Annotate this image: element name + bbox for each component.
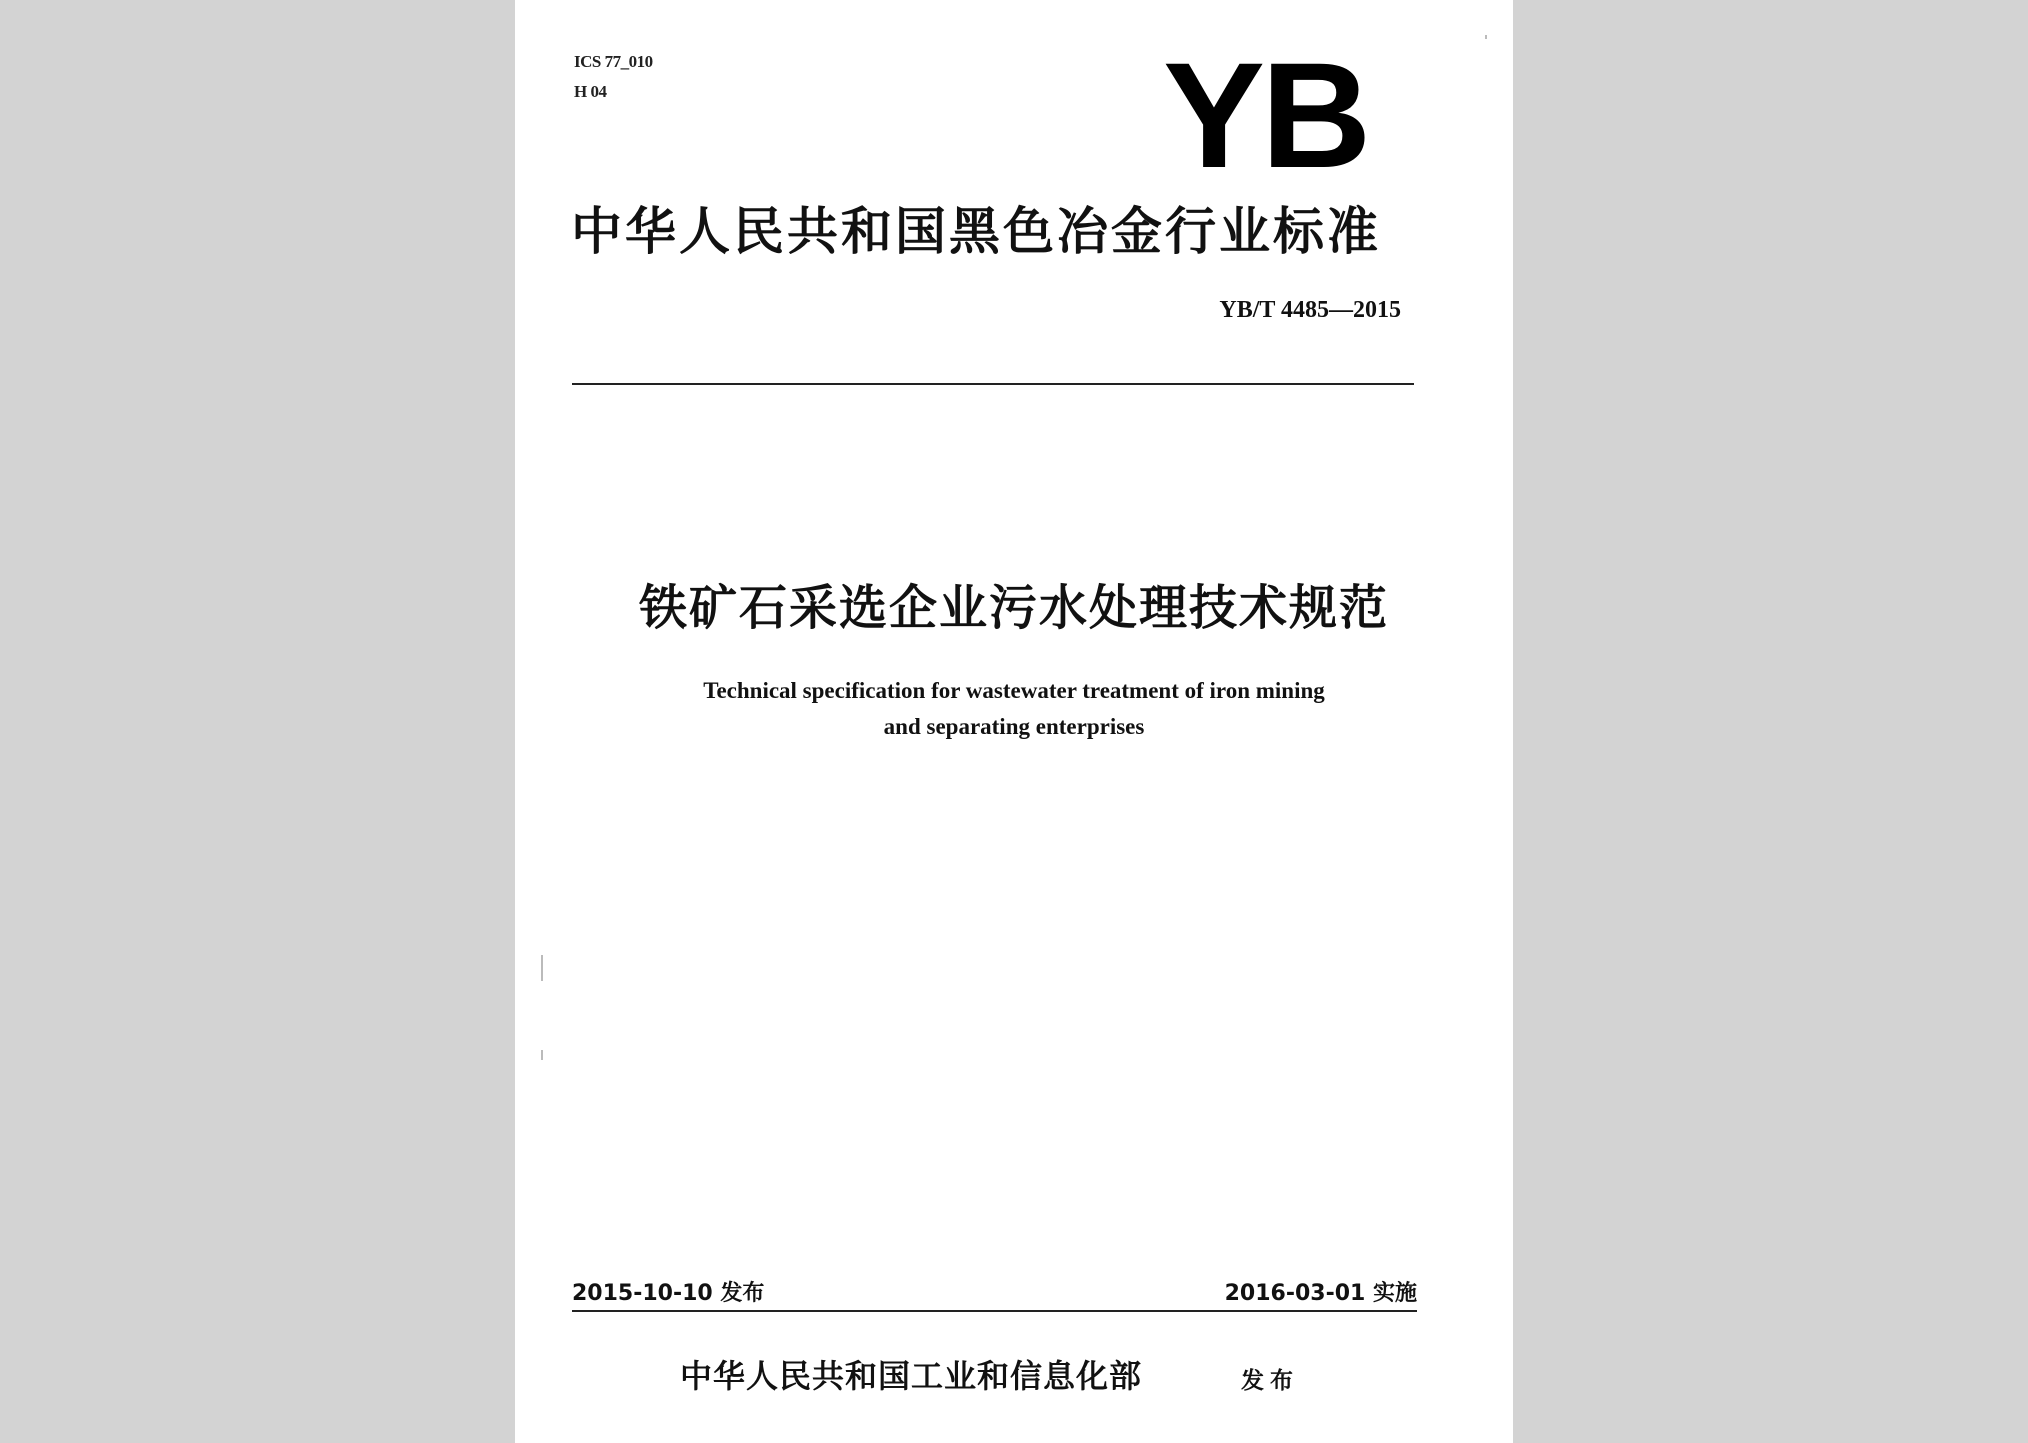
- issue-date: 2015-10-10 发布: [572, 1281, 765, 1306]
- ccs-code: H 04: [574, 82, 607, 101]
- ics-code: ICS 77_010: [574, 52, 653, 71]
- standard-organization: 中华人民共和国黑色冶金行业标准: [571, 203, 1382, 262]
- issuer-action: 发布: [1241, 1367, 1299, 1394]
- title-english-line1: Technical specification for wastewater treatment of iron mining: [703, 678, 1325, 703]
- scan-artifact: [541, 1050, 543, 1060]
- top-divider: [572, 383, 1414, 385]
- standard-code: YB/T 4485—2015: [1219, 297, 1401, 323]
- title-english-line2: and separating enterprises: [883, 714, 1145, 739]
- issuer: 中华人民共和国工业和信息化部: [680, 1357, 1143, 1395]
- implementation-date: 2016-03-01 实施: [1224, 1281, 1417, 1306]
- yb-logo: YB: [1163, 31, 1368, 199]
- scan-artifact: [1485, 35, 1487, 39]
- title-chinese: 铁矿石采选企业污水处理技术规范: [638, 580, 1389, 636]
- scan-artifact: [541, 955, 543, 981]
- document-page: [515, 0, 1513, 1443]
- bottom-divider: [572, 1310, 1417, 1312]
